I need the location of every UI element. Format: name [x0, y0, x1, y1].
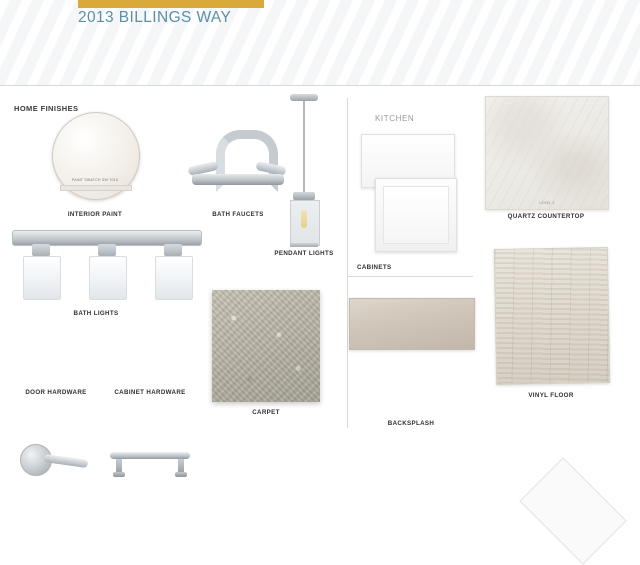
interior-paint-swatch-note: PAINT SWATCH SW 7015 — [71, 178, 119, 182]
cabinet-pull-bar-icon — [110, 452, 190, 459]
quartz-countertop-swatch[interactable] — [485, 96, 609, 210]
horizontal-divider — [347, 276, 473, 277]
cabinet-door-panel — [383, 186, 449, 244]
pendant-fitter-icon — [293, 192, 315, 200]
vinyl-floor-swatch[interactable] — [494, 247, 610, 385]
caption-door-hardware: DOOR HARDWARE — [25, 389, 87, 396]
section-title-home-finishes: HOME FINISHES — [14, 104, 79, 113]
faucet-base-icon — [192, 174, 284, 185]
caption-bath-lights: BATH LIGHTS — [73, 310, 119, 317]
corner-decorative-shape — [519, 457, 626, 564]
vanity-shade-2-icon — [89, 256, 127, 300]
caption-cabinet-hardware: CABINET HARDWARE — [114, 389, 186, 396]
finishes-board — [0, 86, 640, 429]
pendant-lights-image[interactable] — [276, 94, 332, 246]
page-header — [0, 0, 640, 86]
caption-quartz-countertop: QUARTZ COUNTERTOP — [507, 213, 585, 220]
caption-cabinets: CABINETS — [357, 264, 392, 271]
pendant-bottom-ring-icon — [290, 243, 318, 247]
pendant-rod-icon — [303, 101, 305, 193]
caption-backsplash: BACKSPLASH — [387, 420, 435, 427]
caption-interior-paint: INTERIOR PAINT — [67, 211, 123, 218]
vanity-arm-3-icon — [164, 244, 182, 256]
caption-pendant-lights: PENDANT LIGHTS — [274, 250, 334, 257]
vertical-divider — [347, 98, 348, 428]
caption-vinyl-floor: VINYL FLOOR — [528, 392, 574, 399]
quartz-level-tag: LEVEL 2 — [539, 201, 555, 205]
caption-bath-faucets: BATH FAUCETS — [212, 211, 264, 218]
vanity-shade-1-icon — [23, 256, 61, 300]
interior-paint-swatch-bar — [60, 185, 132, 191]
vanity-shade-3-icon — [155, 256, 193, 300]
bath-faucets-image[interactable] — [186, 124, 290, 196]
vanity-arm-1-icon — [32, 244, 50, 256]
cabinet-pull-post-left-icon — [116, 459, 122, 473]
pendant-canopy-icon — [290, 94, 318, 101]
carpet-swatch[interactable] — [212, 290, 320, 402]
page-title: 2013 BILLINGS WAY — [78, 9, 232, 26]
header-gold-bar — [78, 0, 264, 8]
cabinet-lower-door[interactable] — [375, 178, 457, 252]
cabinet-pull-post-right-icon — [178, 459, 184, 473]
vanity-arm-2-icon — [98, 244, 116, 256]
door-hardware-image[interactable] — [20, 438, 92, 484]
pendant-bulb-icon — [301, 210, 307, 228]
bath-lights-image[interactable] — [6, 220, 206, 300]
cabinet-pull-foot-left-icon — [113, 472, 125, 477]
backsplash-tile[interactable] — [349, 298, 475, 350]
cabinet-pull-foot-right-icon — [175, 472, 187, 477]
section-title-kitchen: KITCHEN — [375, 114, 415, 123]
cabinet-hardware-image[interactable] — [104, 442, 196, 482]
caption-carpet: CARPET — [252, 409, 280, 416]
